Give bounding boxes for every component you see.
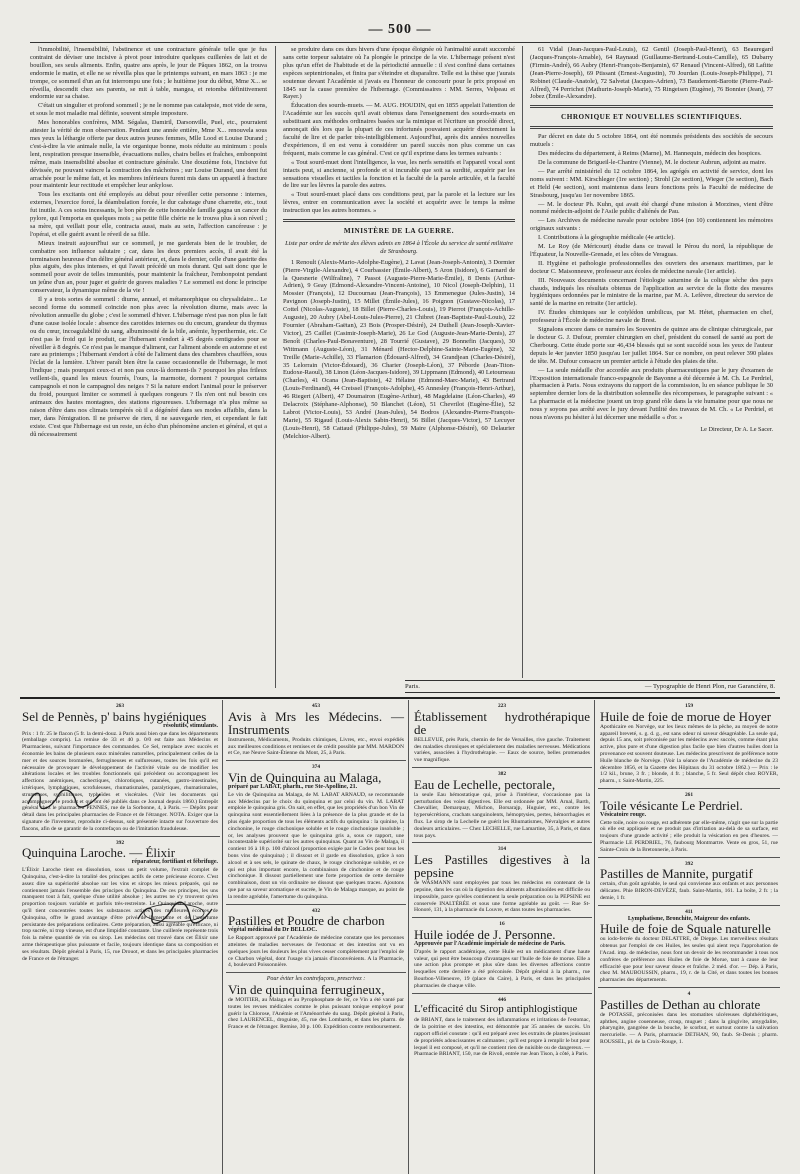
- ads-column-1: [20, 700, 220, 1174]
- ministry-title: MINISTÈRE DE LA GUERRE.: [343, 227, 455, 236]
- ad-title: Sel de Pennès, p' bains hygiéniques: [22, 708, 207, 724]
- ad-number: 411: [685, 908, 693, 915]
- ad-title: Huile iodée de J. Personne.: [414, 926, 556, 942]
- ad-title: Eau de Lechelle, pectorale,: [414, 776, 556, 792]
- director-signature: Le Directeur, Dr A. Le Sacer.: [700, 425, 773, 433]
- chronique-title: CHRONIQUE ET NOUVELLES SCIENTIFIQUES.: [561, 113, 742, 122]
- ad-subtitle: Pour éviter les contrefaçons, prescrivez :: [266, 976, 366, 983]
- ad-subtitle: Approuvée par l'Académie impériale de médecine de Paris.: [414, 940, 566, 947]
- ads-column-4: [598, 700, 780, 1174]
- ad-number: 223: [497, 703, 507, 709]
- ad-text: Cette toile, noire ou rouge, est adhérente par elle-même, n'agit que sur la partie où elle est appliquée et ne produit pas d'irritation au-delà de sa surface, est toujours d'une grande activité ; elle produit la vésication en peu d'heures. — Pharmacie LE PERDRIEL, 76, faubourg Montmartre. Vente en gros, 51, rue Sainte-Croix de la Bretonnerie, à Paris.: [600, 819, 778, 853]
- section-rule: [530, 105, 773, 108]
- article-column-2: [283, 46, 515, 696]
- ad-title: Vin de Quinquina au Malaga,: [228, 769, 382, 785]
- ad-number: 159: [684, 703, 694, 709]
- paragraph: Mieux instruit aujourd'hui sur ce sommeil, je me garderais bien de le troubler, de combattre son influence salutaire ; car, dans les deux premiers accès, il avait été la terminaison heureuse d'un délire général antérieur, et, dans le dernier, celle d'une gastrite des plus aiguës, des plus intenses, et qui l'avait précédé un mois durant. Qui sait donc que le sommeil pour avoir de telles immunités, pour maintenir la fraîcheur, l'embonpoint pendant un jeûne d'un an, pour juger et guérir de graves maladies ? Le sommeil est donc le principe conservateur, la dynamique même de la vie !: [30, 239, 267, 295]
- ad-sirop-antiphlogistique: [412, 994, 592, 1062]
- ministry-list: 1 Renoult (Alexis-Mario-Adolphe-Eugène), 2 Lavat (Jean-Joseph-Antonin), 3 Dormier (Pierre-Virgile-Alexandre), 4 Courbassier (Émile-Albert), 5 Aron (Isidore), 6 Garnard de la Quesnerie (Wilfraline), 7 Passot (Auguste-Pierre-Marie-Émile), 8 Denis (Arthur-Adrien), 9 Geay (Edmond-Alexandre-Vincent-Antoine), 10 Nicol (Joseph-Delphin), 11 Mossier (François), 12 Ducournau (Jean-François), 13 Emmenegue (Jules-Justin), 14 Pavignon (Joseph-Justin), 15 Millet (Émile-Jules), 16 Poignon (Gustave-Nicolas), 17 Cottel (Nicolas-Auguste), 18 Billet (Pierre-Charles-Louis), 19 Pierrot (François-Achille-Auguste), 20 Aubry (Abel-Louis-Jules-Pierre), 21 Chibret (Jean-Baptiste-Paul-Louis), 22 Fournier (Abraham-Gaëtan), 23 Bois (Prosper-Désiré), 24 Duthell (Jean-Joseph-Xavier-Victor), 25 Caillet (Casimir-Joseph-Marie), 26 Le God (Auguste-Jean-Marie-Denis), 27 Benoît (Charles-Paul-Bonaventure), 28 Tourrié (Gustave), 29 Bonnefin (Jacques), 30 Wittmann (Auguste-Léon), 31 Ménard (Hector-Delphine-Sainte-Marie-Eugène), 32 Treille (Marie-Achille), 33 Flamarion (Édouard-Alfred), 34 Grandjean (Charles-Désiré), 35 Lelorrain (Victor-Édouard), 36 Charier (Joseph-Léon), 37 Péborde (Jean-Titon-Eudoxe-Raoul), 38 Linon (Léon-Jacques-Isidore), 39 Lippmann (Edmond), 40 Letourneau (Charles), 41 Ocana (Jean-Baptiste), 42 Hélaine (Edmond-Marc-Marie), 43 Bertrand (Louis-Ferdinand), 44 Creissel (François-Adolphe), 45 Annesley (François-Henri-Arthur), 46 Riegert (Albert), 47 Doumairon (Eugène-Arthur), 48 Magdelaine (Léon-Charles), 49 Delacroix (Stéphane-Alphonse), 50 Blanchet (Léon), 51 Chevrilot (Eugène-Élie), 52 Labrot (Victor-Louis), 53 André (Jean-Jules), 54 Bodros (Alexandre-Pierre-François-Marie), 55 Rigaud (Louis-Alexis Sabin-Henri), 56 Billet (Jacques-Victor), 57 Lecuyer (Louis-Henri), 58 Cattaud (Philippe-Jules), 59 Maire (Alphonse-Désiré), 60 Delaurier (Melchior-Albert).: [283, 258, 515, 440]
- ad-text: D'après le rapport académique, cette Huile est un médicament d'une haute valeur, qui peut être beaucoup d'avantages sur l'huile de foie de morue. Elle a une action plus prompte et plus sûre dans les diverses affections contre lesquelles cette dernière a été préconisée. Dépôt général à la pharm., rue Bourbon-Villeneuve, 19 (place du Caire), à Paris, et dans les principales pharmacies de chaque ville.: [414, 948, 590, 989]
- ad-title: Huile de foie de Squale naturelle: [600, 921, 771, 937]
- ads-divider: [408, 700, 409, 1174]
- ad-title: Pastilles et Poudre de charbon: [228, 913, 385, 929]
- printer-line: [405, 680, 775, 693]
- ad-number: 261: [684, 791, 694, 798]
- paragraph: M. Le Roy (de Méricourt) étudie dans ce travail le Pérou du nord, la république de l'Équateur, la Nouvelle-Grenade, et les côtes de Veraguas.: [530, 243, 773, 258]
- ad-title: Quinquina Laroche. — Élixir: [22, 845, 176, 861]
- article-column-1: [30, 46, 267, 686]
- ad-avis-medecins: [226, 700, 406, 761]
- ad-sel-pennes: [20, 700, 220, 837]
- ad-vin-quinquina-malaga: [226, 761, 406, 904]
- handwritten-signature-icon: [134, 901, 214, 925]
- column-divider: [522, 46, 523, 678]
- paragraph: IV. Études chimiques sur le cotylédon umbilicus, par M. Hétet, pharmacien en chef, professeur à l'École de médecine navale de Brest.: [530, 309, 773, 325]
- paragraph: Des médecins du département, à Reims (Marne), M. Hannequin, médecin des hospices.: [538, 150, 762, 158]
- ad-number: 446: [497, 996, 507, 1003]
- paragraph: III. Nouveaux documents concernant l'étiologie saturnine de la colique sèche des pays chauds, indiqués les résultats obtenus de l'application au service de la flotte des mesures hygiéniques ordonnées par le ministre de la marine, par M. A. Lefèvre, directeur du service de santé de la marine en retraite (1er article).: [530, 276, 773, 308]
- paragraph: I. Contributions à la géographie médicale (4e article).: [538, 234, 675, 242]
- ad-subtitle: préparé par LABAT, pharm., rue Ste-Apolline, 21.: [228, 783, 358, 790]
- ad-text: de MOITIER, au Malaga et au Pyrophosphate de fer, ce Vin a été vanté par toutes les revues médicales comme le plus puissant tonique employé pour guérir la Chlorose, l'Anémie et l'Aménorrhée du sang. Dépôt général à Paris, chez LAURENCEL, droguiste, 45, rue des Lombards, et dans les pharm. de France et de l'étranger. Remise, 30 p. 100. Expédition contre remboursement.: [228, 996, 404, 1031]
- paragraph: — M. le docteur Ph. Kuhn, qui avait été chargé d'une mission à Morzines, vient d'être nommé médecin-adjoint de l'Asile public d'aliénés de Pau.: [530, 200, 773, 216]
- paragraph: l'immobilité, l'insensibilité, l'abstinence et une contracture générale telle que je fus contraint de déviser une incisive à pivot pour introduire quelques cuillerées de lait et de bouillon, ses seuls aliments. Enfin, quatre ans après, le jour de Pâques 1862, on la trouva endormie le matin, et elle ne se réveilla plus que le printemps suivant, en mars 1863 : je me trompe, ce sommeil d'un an fut interrompu une fois ; le huitième jour du début, Mme X... se réveilla, descendit chez ses parents, se mit à table, mangea, et retomba définitivement endormie sur sa chaise.: [30, 46, 267, 101]
- paragraph: Éducation des sourds-muets. — M. AUG. HOUDIN, qui en 1855 appelait l'attention de l'Académie sur les succès qu'il avait obtenus dans l'enseignement des sourds-muets en substituant aux méthodes ordinaires basées sur la mimique et l'écriture un procédé direct, annonçait dès lors que la plupart de ces infortunés pouvaient acquérir directement la faculté de lire et de parler très-intelligiblement. Aujourd'hui, après dix années nouvelles d'expériences, il en est venu à considérer un pareil succès non plus comme un cas fréquent, mais comme le cas général. C'est ce qu'il exprime dans les termes suivants :: [283, 102, 515, 157]
- paragraph: — Par arrêté ministériel du 12 octobre 1864, les agrégés en activité de service, dont les noms suivent : MM. Kirschleger (1re section) ; Strohl (2e section), Wieger (3e section), Bach et Held (4e section), sont maintenus dans leurs fonctions près la Faculté de médecine de Strasbourg, jusqu'au 1er novembre 1865.: [530, 167, 773, 199]
- column-divider: [275, 46, 276, 688]
- ad-subtitle: Vésicatoire rouge.: [600, 811, 647, 818]
- ad-title: Avis à Mrs les Médecins. — Instruments: [228, 708, 404, 737]
- ad-huile-squale: [598, 906, 780, 988]
- ad-pastilles-mannite: [598, 858, 780, 906]
- header-rule: [30, 42, 770, 43]
- ad-subtitle: végétal médicinal du Dr BELLOC.: [228, 927, 318, 934]
- ads-divider: [594, 700, 595, 1174]
- ad-text: Le vin de Quinquina au Malaga, de M. LABAT ARNAUD, se recommande aux Médecins par le choix du quinquina et par celui du vin. M. LABAT emploie le quinquina gris. On sait, en effet, que les propriétés d'un bon Vin de quinquina sont essentiellement liées à la présence de la plus grande et de la plus égale proportion de tous les éléments actifs du quinquina : la quinine, la cinchonine, le rouge cinchonique soluble et le rouge cinchonique insoluble ; or, les analyses prouvent que le quinquina gris a, sous ce rapport, une incontestable supériorité sur les autres quinquinas. Quant au Vin de Malaga, il contient 16 à 18 p. 100 d'alcool (proportion exigée par le Codex pour tous les bons vins de quinquina) ; il dissout et il garde en dissolution, grâce à son alcool et à ses sels, le quinate de chaux, le rouge cinchonique soluble, et ce qui est plus important encore, la combinaison de cinchonine et de rouge cinchonique. Il dissout partiellement une forte proportion de cette dernière combinaison, dont un vin ordinaire ne dissout que quelques traces. Ajoutons que par sa saveur aromatique et sucrée, le Vin de Malaga masque, au point de la rendre agréable, l'amertume du quinquina.: [228, 791, 404, 900]
- ad-etablissement-hydrotherapique: [412, 700, 592, 768]
- ad-huile-iodee: [412, 918, 592, 993]
- paragraph: « Tout sourd-muet placé dans ces conditions peut, par la parole et la lecture sur les lèvres, entrer en communication avec la société et acquérir avec le temps la même instruction que les autres hommes. »: [283, 191, 515, 215]
- ad-title: Toile vésicante Le Perdriel.: [600, 797, 743, 813]
- ad-eau-lechelle: [412, 768, 592, 843]
- paragraph: Il y a trois sortes de sommeil : diurne, annuel, et métamorphique ou chrysalidaire... Le second forme du sommeil coïncide non plus avec la révolution diurne, mais avec la révolution annuelle du globe ; c'est le sommeil d'hiver. L'hibernage n'est pas non plus le fait d'une cause isolée locale : absence des carotides internes ou du cœcum, grandeur du thymus ou du cœur, incoagulabilité du sang, albuminosité de la bile, anémie, hyperthermie, etc. Ce n'est pas le froid qui le produit, car l'hibernant s'endort à 45 degrés centigrades pour se réveiller à 8 degrés. Ce n'est pas le manque d'aliment, car l'aliment abonde en automne et est rare au printemps ; l'hibernant s'endort à côté de l'aliment dans des chambres chauffées, sous l'éclat de la lumière. L'hiver paraît bien être la cause occasionnelle de l'hibernage, le mot l'indique ; mais pourquoi ceux-ci et non pas ceux-là dorment-ils ? pourquoi les plus frileux veillent-ils, quand les mieux fourrés, l'ours, la marmotte, dorment ? pourquoi certains campagnols et non le campagnol des neiges ? Si la nature endort l'animal pour le préserver du froid, pourquoi limiter ce sommeil à quelques rongeurs ? Ils n'en ont nul besoin ces animaux des hautes montagnes, des stations rigoureuses. L'hibernage n'a plus même sa raison d'être dans nos climats tempérés où il a dégénéré dans ses modes affaiblis, dans la mer, dans l'émigration. Il ne préserve de rien, il ne sauvegarde rien, et cependant le fait existe. C'est que l'hibernage est un reste, un écho d'un phénomène ancien et général, et qui a dû nécessairement: [30, 296, 267, 438]
- ad-number: 392: [115, 839, 125, 846]
- paragraph: — La seule médaille d'or accordée aux produits pharmaceutiques par le jury d'examen de l'Exposition internationale franco-espagnole de Bayonne a été décernée à M. Ch. Le Perdriel, pharmacien à Paris. Nous extrayons du rapport de la commission, lu en séance publique le 30 septembre dernier lors de la distribution solennelle des récompenses, le paragraphe suivant : « La pharmacie et la médecine jouent un trop grand rôle dans la vie humaine pour que nous ne nous y soyons pas arrêté avec le jury devant l'utilité des travaux de M. Ch. « Le Perdriel, et nous n'avons pu hésiter à lui décerner une médaille « d'or. »: [530, 366, 773, 422]
- ad-text: L'Élixir Laroche tient en dissolution, sous un petit volume, l'extrait complet de Quinquina, c'est-à-dire la totalité des principes actifs de cette précieuse écorce. C'est assez dire sa supériorité absolue sur les vins et sirops les mieux préparés, qui ne contiennent jamais l'ensemble des principes du Quinquina. De ces principes, les uns manquent tout à fait, quelque d'une utilité absolue ; les autres ne s'y trouvent qu'en proportion toujours variable et parfois très-restreinte. Le Quinquina Laroche, outre qu'il tient concentrées toutes les substances actives des meilleures écorces de Quinquina, offre le grand avantage d'être privé de l'amertume et de l'amertume persistante des préparations ordinaires. Cette préparation, aussi agréable qu'efficace, ni trop sucrée, ni trop vineuse, est d'une limpidité constante. Une cuillerée représente trois fois la même quantité de vin ou sirop. Les médecins ont trouvé dans cet Élixir une arme thérapeutique plus puissante et facile, toujours identique dans sa composition et ses résultats. Dépôt général à Paris, 15, rue Drouot, et dans les principales pharmacies de France et de l'étranger.: [22, 867, 218, 962]
- ads-column-2: [226, 700, 406, 1174]
- ad-number: 16: [499, 921, 505, 928]
- article-column-3: [530, 46, 773, 678]
- ad-number: 314: [497, 846, 507, 853]
- ads-rule: [20, 697, 780, 699]
- paragraph: — Les Archives de médecine navale pour octobre 1864 (no 10) contiennent les mémoires originaux suivants :: [530, 217, 773, 233]
- ad-text: Instruments, Médicaments, Produits chimiques, Livres, etc., envoi expédiés aux meilleures conditions et remises et de crédit possible par MM. MARDON et Ce, rue Neuve Saint-Étienne du Mont, 25, à Paris.: [228, 736, 404, 757]
- ad-number: 374: [311, 764, 321, 771]
- ad-title: Les Pastilles digestives à la pepsine: [414, 852, 590, 881]
- ad-text: de BRIANT, dans le traitement des inflammations et irritations de l'estomac, de la poitrine et des intestins, est démontrée par 35 années de succès. Un rapport officiel constate : qu'il est préparé avec les extraits de plantes jouissant de propriétés adoucissantes et calmantes ; qu'il est propre à remplir le but pour lequel il est composé, et qu'il ne contient rien de nuisible ou de dangereux. — Pharmacie BRIANT, 150, rue de Rivoli, entrée rue Jean Tison, à côté, à Paris.: [414, 1017, 590, 1058]
- ad-text: de WASMANN sont employées par tous les médecins en contenant de la pepsine, dans les cas où la digestion des aliments albuminoïdes est difficile ou impossible, parce qu'elles contiennent la seule préparation ou la PEPSINE est conservée INALTÉRÉE et sous une forme agréable au goût. — Rue St-Honoré, 131, à la pharmacie du Louvre, et dans toutes les pharmacies.: [414, 880, 590, 914]
- ad-number: 392: [684, 860, 694, 867]
- page-number: — 500 —: [368, 22, 432, 37]
- ad-number: 432: [311, 907, 321, 914]
- ad-headline: Lymphatisme, Bronchite, Maigreur des enfants.: [627, 915, 751, 922]
- paragraph: C'était un singulier et profond sommeil ; je ne le nomme pas catalepsie, mot vide de sens, et sous le mot maladie mal définie, souvent simple imposture.: [30, 102, 267, 118]
- ad-subtitle: réparateur, fortifiant et fébrifuge.: [131, 859, 218, 866]
- ad-number: 263: [115, 703, 125, 709]
- ad-toile-vesicante: [598, 789, 780, 858]
- ad-title: Pastilles de Dethan au chlorate: [600, 996, 761, 1012]
- ad-huile-foie-morue: [598, 700, 780, 789]
- section-rule: [530, 126, 773, 129]
- paragraph: Mes honorables confrères, MM. Ségalas, Damiril, Darsonville, Puel, etc., pourraient attester la vérité de mon observation. Pendant une année entière, Mme X... renouvela sous mes yeux la léthargie offerte par deux autres jeunes femmes, Mlle Lood et Louise Durand ; c'est-à-dire la vie animale nulle, la vie organique bonne, mois réduite au minimum : pouls lent, respiration presque insensible, évacuations nulles, chairs belles et fraîches, embonpoint même, mais insensibilité absolue et contracture générale. Une douzième fois, l'incisive fut dévissée, ne pouvant vaincre la contraction des mâchoires ; sur Louise Durand, une dent fut arrachée pour le même fait, et les membres inférieurs furent mis dans un appareil à fracture pour maintenir leur rectitude et empêcher leur ankylose.: [30, 119, 267, 190]
- ad-text: certain, d'un goût agréable, le seul qui convienne aux enfants et aux personnes délicates. Phie BIRON-DEVÈZE, faub. Saint-Martin, 161. La boîte, 2 fr. ; la demie, 1 fr.: [600, 881, 778, 901]
- ad-text: la seule Eau hémostatique qui, prise à l'intérieur, s'occasionne pas la perturbation des voies digestives. Elle est ordonnée par MM. Arnal, Barth, Chevallier, Demarquay, Michon, Borsarajp, Huguier, etc., contre les hypersécrétions, crachats sanguinolents, hémoptysies, pertes, hémorrhagies et flux. Le sirop de la Lechelle ne guérit les Rhumatismes, Névralgies et autres douleurs articulaires. — Chez LECHELLE, rue Lamartine, 35, à Paris, et dans tous pays.: [414, 791, 590, 839]
- ads-column-3: [412, 700, 592, 1174]
- paragraph: Par décret en date du 5 octobre 1864, ont été nommés présidents des sociétés de secours mutuels :: [530, 133, 773, 149]
- ads-divider: [222, 700, 223, 1174]
- section-rule: [283, 219, 515, 222]
- paragraph: Signalons encore dans ce numéro les Souvenirs de quinze ans de clinique chirurgicale, par le docteur G. J. Dufour, premier chirurgien en chef, président du conseil de santé au port de Cherbourg. Cette étude porte sur 46,434 blessés qui se sont succédé sous les yeux de l'auteur depuis le 4er janvier 1850 jusqu'au 1er juillet 1864. Sur ce nombre, on peut relever 390 plaies de tête. M. Dufour consacre un premier article à l'étude des plaies de tête.: [530, 326, 773, 365]
- ad-text: Le Rapport approuvé par l'Académie de médecine constate que les personnes atteintes de maladies nerveuses de l'estomac et des intestins ont vu en quelques jours les douleurs les plus vives cesser complètement par l'emploi de ce Charbon végétal, dont l'usage n'a jamais d'inconvénients. A la Pharmacie, 4, boulevard Poissonnière.: [228, 935, 404, 969]
- paragraph: « Tout sourd-muet dont l'intelligence, la vue, les nerfs sensitifs et l'appareil vocal sont intacts peut, si ancienne, si profonde et si incurable que soit sa surdité, acquérir par les sensations visuelles et tactiles la fonction et la faculté de la parole articulée, et la faculté de lire sur les lèvres la parole des autres.: [283, 158, 515, 190]
- paragraph: se produire dans ces durs hivers d'une époque éloignée où l'animalité aurait succombé sans cette torpeur salutaire où l'a plongée le principe de la vie. L'hibernage présent n'est plus qu'un effet de l'habitude et de la périodicité annuelle : il s'est confiné dans certaines espèces septentrionales, et finira par s'éteindre et disparaître. Telle est la thèse que j'aurais soutenue devant l'Académie si j'avais eu l'honneur de concourir pour le prix proposé en 1845 sur la cause première de l'hibernage. (Commissaires : MM. Serres, Velpeau et Rayer.): [283, 46, 515, 101]
- printer-text: — Typographie de Henri Plon, rue Garancière, 8.: [644, 683, 775, 690]
- ad-vin-ferrugineux: [226, 973, 406, 1034]
- ad-text: ou iodo-ferrée du docteur DELATTRE, de Dieppe. Les merveilleux résultats obtenus par l'emploi de ces Huiles, les seules qui aient reçu l'approbation de l'Acad. imp. de médecine, nous font un devoir de les recommander à tous nos confrères de préférence aux Huiles de foie de Morue, tant à cause de leur efficacité que pour leur saveur douce et fraîche. 2 méd. d'or. — Dép. à Paris, chez M. MAUBOUSSIN, pharm., 19, r. de la Cité, et dans toutes les bonnes pharmacies des départements.: [600, 936, 778, 984]
- ministry-subtitle: Liste par ordre de mérite des élèves admis en 1864 à l'École du service de santé militaire de Strasbourg.: [285, 239, 513, 255]
- ad-number: 382: [497, 770, 507, 777]
- ad-text: de POTASSE, préconisées dans les stomatites ulcéreuses diphthéritiques, aphthes, angine couenneuse, croup, muguet ; dans la gingivite, amygdalite, pharyngite, gangrène de la bouche, le scorbut, et surtout contre la salivation mercurielle. — A Paris, pharmacie DETHAN, 90, faub. St-Denis ; pharm. ROUSSEL, pl. de la Croix-Rouge, 1.: [600, 1011, 778, 1045]
- ad-title: L'efficacité du Sirop antiphlogistique: [414, 1003, 578, 1016]
- ad-text: Prix : 1 fr. 25 le flacon (5 fr. la demi-douz. à Paris aussi bien que dans les départements (emballage compris). La remise de 33 et 40 p. 0/0 est faite aux Médecins et Pharmaciens, suivant l'importance des commandes. Ce Sel, remplace avec succès et économie les bains de plusieurs eaux minérales naturelles, principalement celles de la mer et des sources bromurées, ferrugineuses et sulfureuses, toutes les fois qu'il est nécessaire de provoquer le développement de l'activité vitale ou de modifier les altérations locales et les troubles fonctionnels qui précèdent ou accompagnent les affections anémiques, cachectiques, chlorotiques, cutanées, gastro-intestinales, ictériques, lymphatiques, scrofuleuses, rhumatismales, paralytiques, rhumatismales, strumeuses, syphilitiques, typhoïdes et viscérales. (Voir les documents qui accompagnent le produit et qui ont été publiés dans ce Journal depuis 1860.) Entrepôt général chez le pharmacien PENNES, rue de la Sorbonne, 4, à Paris. — Dépôts pour détail dans les principales pharmacies de France et de l'étranger. NOTA. Exiger que la signature de l'inventeur, reproduite ci-dessus, soit présentée intacte sur l'ouverture des flacons, afin de se garantir de la contrefaçon ou de l'imitation frauduleuse.: [22, 730, 218, 832]
- ad-title: Établissement hydrothérapique de: [414, 708, 590, 737]
- paragraph: De la commune de Brigueil-le-Chantre (Vienne), M. le docteur Aubrun, adjoint au maire.: [538, 158, 767, 166]
- printer-city: Paris.: [405, 683, 420, 690]
- ad-number: 453: [311, 703, 321, 709]
- ad-pastilles-dethan: [598, 988, 780, 1049]
- ministry-list-continued: 61 Vidal (Jean-Jacques-Paul-Louis), 62 Gentil (Joseph-Paul-Henri), 63 Beauregard (Jacques-François-Amable), 64 Raynaud (Guillaume-Bertrand-Louis-Camille), 65 Dubarry (Firmin-André), 66 Aubry (Henri-François-Benjamin), 67 Renaud (Vincent-Alfred), 68 Lafitte (Jean-Pierre-Joseph), 69 Ptissant (Ernest-Augustin), 70 Jourdan (Louis-Joseph-Philippe), 71 Robinet (Claude-Anatole), 72 Salvetat (Jacques-Adrien), 73 Baudemont-Barotte (Pierre-Paul-Alfred), 74 Perrichot (Mathurin-Joseph-Marie), 75 Ringeisen (Eugène), 76 Bonnier (Jean), 77 Jobez (Émile-Alexandre).: [530, 46, 773, 101]
- ad-title: Vin de quinquina ferrugineux,: [228, 981, 385, 997]
- paragraph: II. Hygiène et pathologie professionnelles des ouvriers des arsenaux maritimes, par le docteur C. Maisonneuve, professeur aux écoles de médecine navale (1er article).: [530, 259, 773, 275]
- paragraph: Tous les excitants ont été employés au début pour réveiller cette personne : internes, externes, l'exercice forcé, la déambulation forcée, le dur cahotage d'une charrette, etc., tout fut inutile. A ces soins incessants, le bon père de cette honorable famille gagna un cancer du pylore, qui l'emporta en quelques mois ; sa petite fille chérie ne le trouva plus à son réveil ; sa mère, qui veillait pour elle, contracta aussi, mais au sein, l'affection cancéreuse : je l'opérai, et elle guérit avant le réveil de sa fille.: [30, 191, 267, 238]
- ad-pastilles-pepsine: [412, 843, 592, 918]
- handwritten-signature-icon: [24, 788, 104, 810]
- ad-subtitle: résolutifs, stimulants.: [163, 722, 218, 729]
- ad-title: Pastilles de Mannite, purgatif: [600, 866, 753, 882]
- ad-quinquina-laroche: [20, 837, 220, 966]
- ad-text: BELLEVUE, près Paris, chemin de fer de Versailles, rive gauche. Traitement des maladies chroniques et spécialement des maladies nerveuses. Médications variées, associées à l'hydrothérapie. — Eaux de source, belles promenades vue magnifique.: [414, 736, 590, 764]
- ad-number: 4: [687, 990, 691, 997]
- ad-pastilles-charbon: [226, 905, 406, 974]
- ad-text: Apothicaire en Norvège, sur les lieux mêmes de la pêche, au moyen de notre appareil breveté, s. g. d. g., est sans odeur ni saveur désagréable. La seule qui, depuis 15 ans, soit préconisée par les médecins avec succès, comme étant plus active, plus pure et d'une digestion plus facile que bien d'autres huiles dont la provenance est souvent douteuse. Les médecins prescrivent de préférence notre Huile blanche de Norvège. (Voir la séance de l'Académie de médecine du 23 décembre 1856, et la Gazette des Hôpitaux du 31 octobre 1862.) — Prix : le 1/2 kil., brune, 3 fr. ; blonde, 4 fr. ; blanche, 5 fr. Seul dépôt chez ROYER, pharm., r. Saint-Martin, 225.: [600, 723, 778, 785]
- ad-title: Huile de foie de morue de Hoyer: [600, 708, 772, 724]
